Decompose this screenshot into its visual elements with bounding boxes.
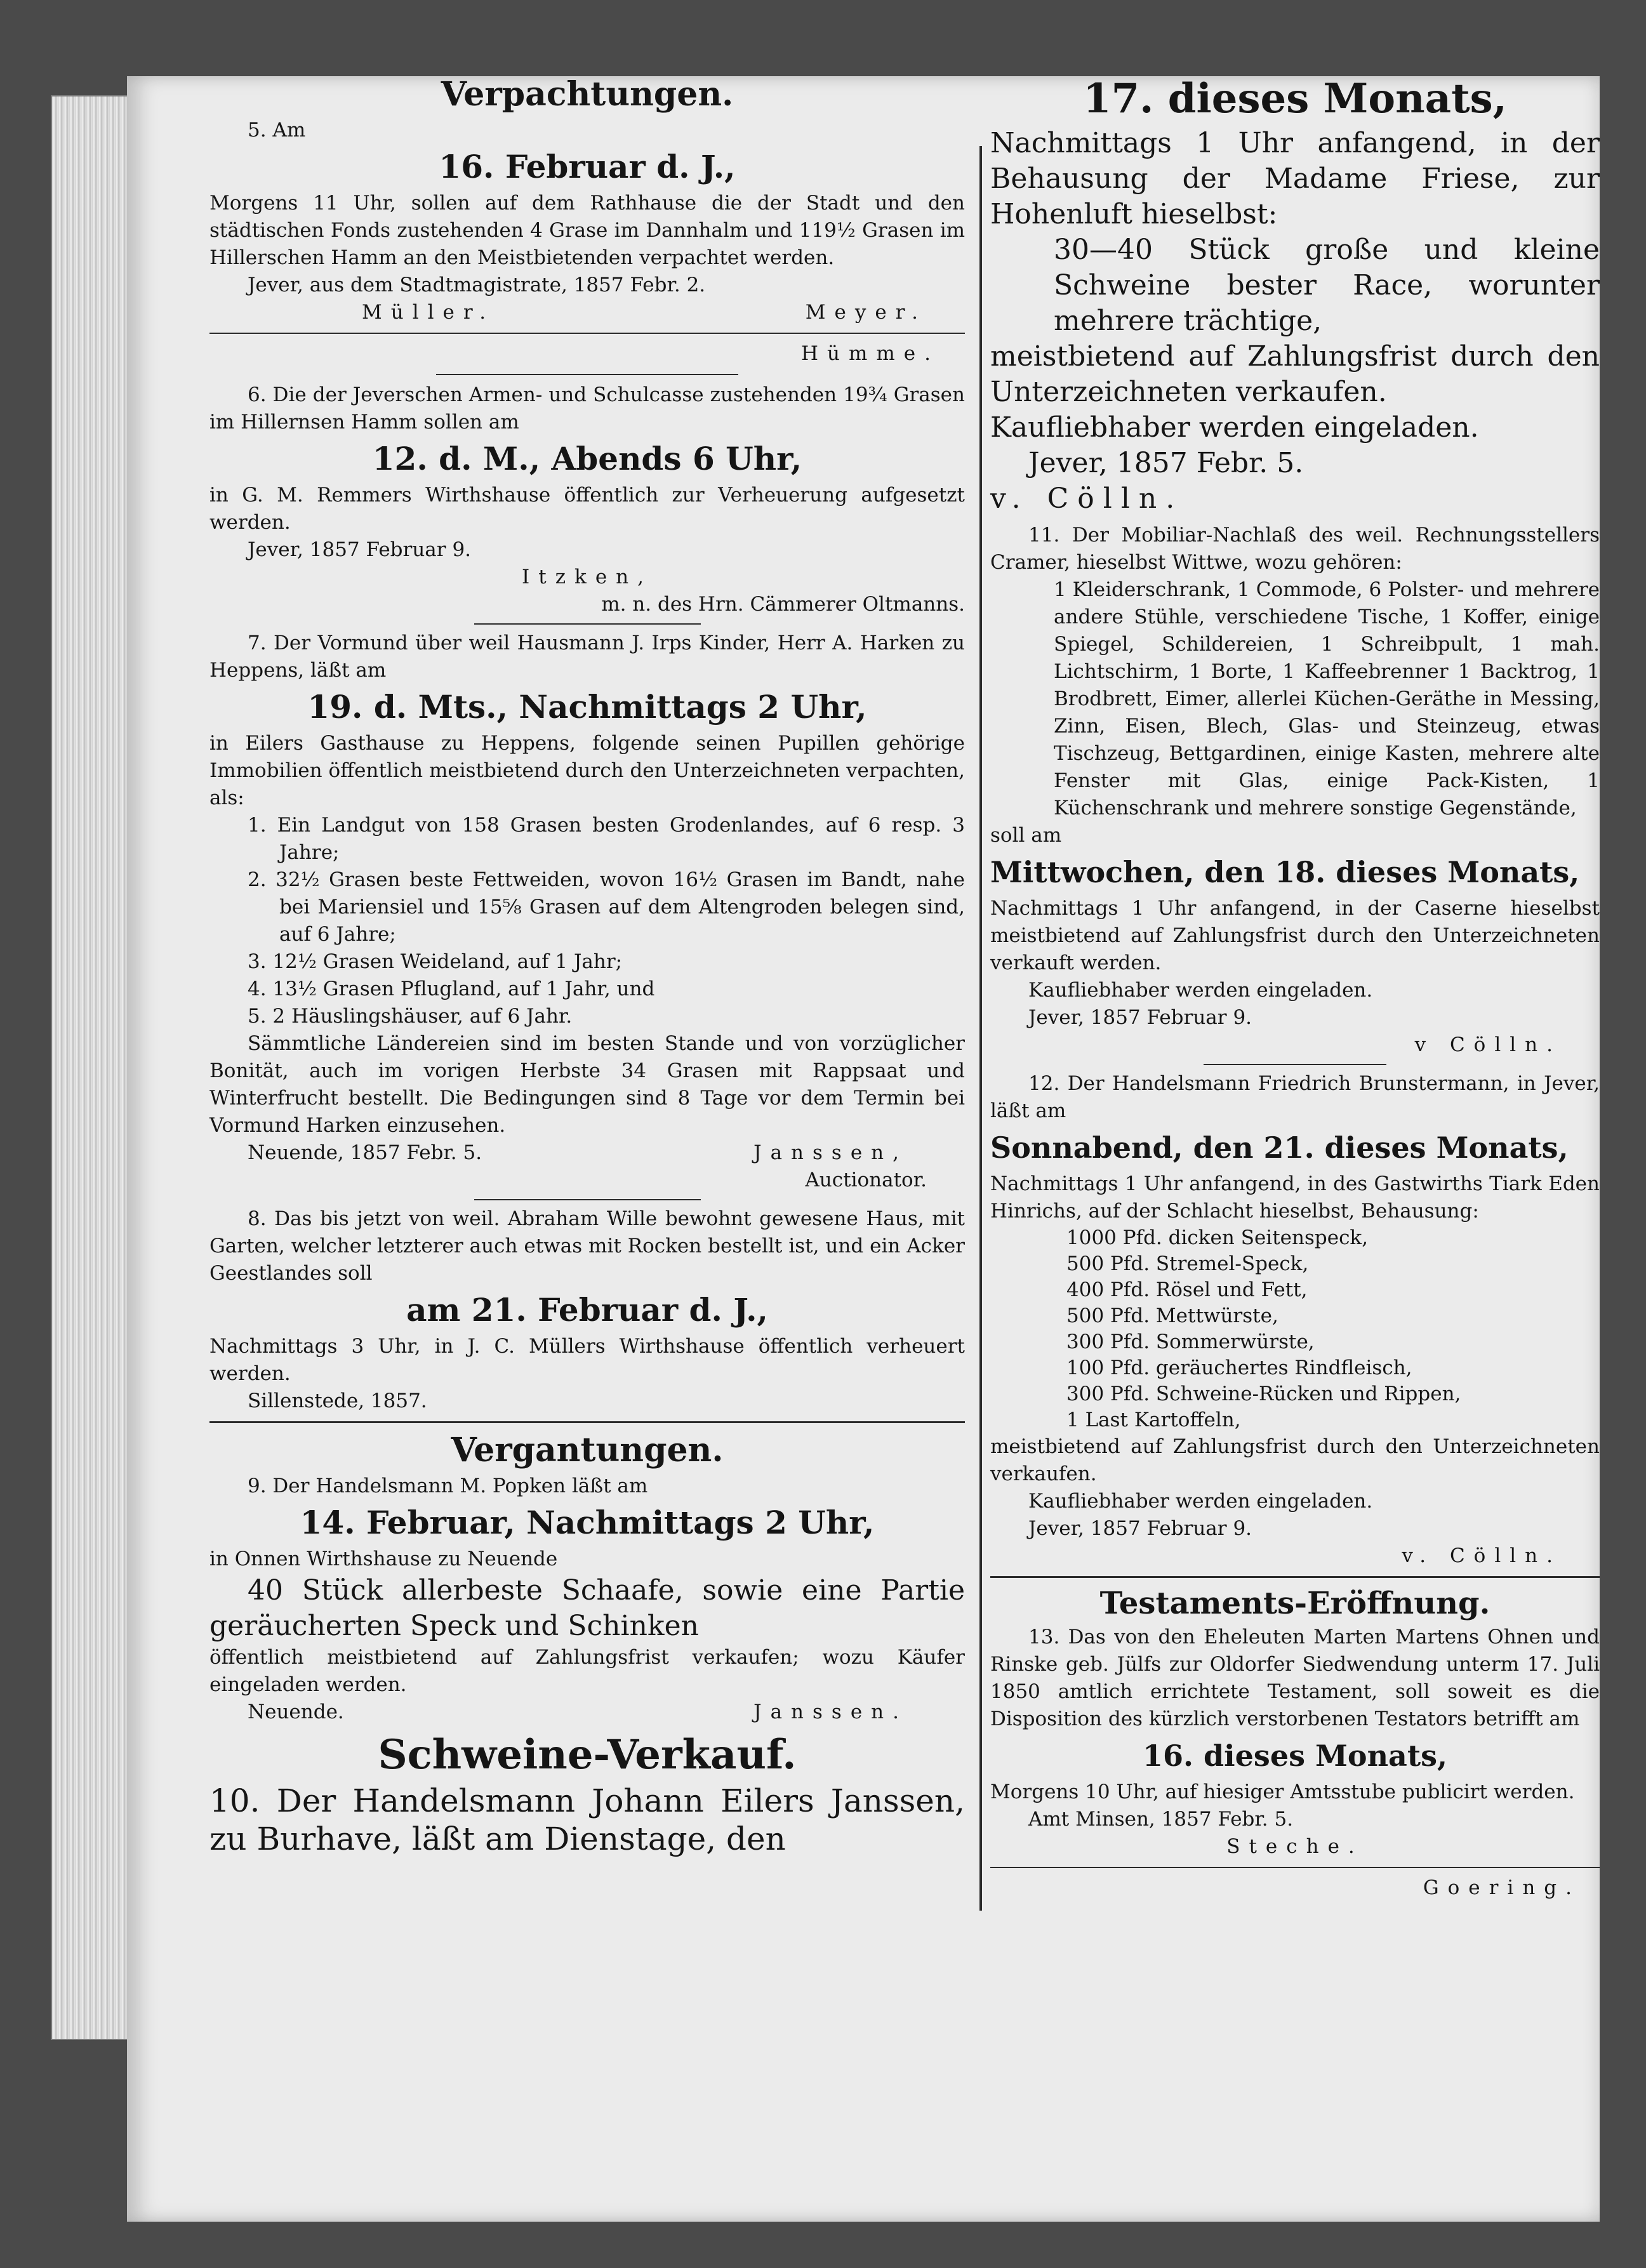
notice-7-body: 7. Der Vormund über weil Hausmann J. Irps Kinder, Herr A. Harken zu Heppens, läßt am — [209, 632, 965, 682]
notice-5-signers — [209, 299, 965, 326]
signer-v-colln: v. Cölln. — [1402, 1544, 1562, 1567]
notice-9-date: 14. Februar, Nachmittags 2 Uhr, — [300, 1504, 875, 1541]
notice-10-signature-line: Jever, 1857 Febr. 5. — [1028, 447, 1304, 479]
notice-7-signature-line: Neuende, 1857 Febr. 5. — [248, 1141, 482, 1164]
signer-meyer: Meyer. — [805, 301, 927, 324]
notice-7-item: 4. 13½ Grasen Pflugland, auf 1 Jahr, und — [248, 978, 655, 1000]
rule — [436, 374, 738, 375]
column-divider — [979, 146, 982, 1911]
notice-7-item: 3. 12½ Grasen Weideland, auf 1 Jahr; — [248, 950, 623, 973]
left-column — [209, 70, 965, 1858]
signer-steche: Steche. — [1226, 1835, 1364, 1858]
rule — [209, 333, 965, 334]
notice-6-body-2: in G. M. Remmers Wirthshause öffentlich zur Verheuerung aufgesetzt werden. — [209, 484, 965, 534]
signer-oltmanns: m. n. des Hrn. Cämmerer Oltmanns. — [601, 593, 965, 616]
notice-13-signature-line: Amt Minsen, 1857 Febr. 5. — [1028, 1808, 1294, 1831]
notice-10-body: 10. Der Handelsmann Johann Eilers Janssen, zu Burhave, läßt am Dienstage, den — [209, 1782, 965, 1857]
notice-12-signature-line: Jever, 1857 Februar 9. — [1028, 1517, 1252, 1540]
notice-9-body: 9. Der Handelsmann M. Popken läßt am — [248, 1475, 648, 1497]
notice-12-invite: Kaufliebhaber werden eingeladen. — [1028, 1490, 1373, 1513]
notice-11-soll-am: soll am — [990, 824, 1062, 847]
section-heading-schweine-verkauf: Schweine-Verkauf. — [378, 1731, 797, 1779]
notice-8-date: am 21. Februar d. J., — [406, 1291, 768, 1329]
notice-7-body-3: Sämmtliche Ländereien sind im besten Stande und von vorzüglicher Bonität, auch im vorigen Herbste 34 Grasen mit Rappsaat und Winterfrucht bestellt. Die Bedingungen sind 8 Tage vor dem Termin bei Vormund Harken einzusehen. — [209, 1032, 965, 1137]
notice-13-body-2: Morgens 10 Uhr, auf hiesiger Amtsstube publicirt werden. — [990, 1781, 1575, 1803]
notice-5-body: Morgens 11 Uhr, sollen auf dem Rathhause die der Stadt und den städtischen Fonds zustehenden 4 Grase im Dannhalm und 119½ Grasen im Hillerschen Hamm an den Meistbietenden verpachtet werden. — [209, 192, 965, 269]
notice-12-goods-item: 1000 Pfd. dicken Seitenspeck, — [1066, 1226, 1369, 1249]
signer-itzken: Itzken, — [522, 566, 653, 588]
notice-12-goods-item: 400 Pfd. Rösel und Fett, — [1066, 1278, 1308, 1301]
notice-12-goods-item: 500 Pfd. Stremel-Speck, — [1066, 1252, 1309, 1275]
notice-13-date: 16. dieses Monats, — [1142, 1739, 1448, 1773]
notice-11-signature-line: Jever, 1857 Februar 9. — [1028, 1006, 1252, 1029]
notice-10-terms: meistbietend auf Zahlungsfrist durch den Unterzeichneten verkaufen. — [990, 340, 1600, 408]
rule — [209, 1421, 965, 1423]
notice-9-signature-line: Neuende. — [248, 1701, 344, 1723]
notice-12-body-2: Nachmittags 1 Uhr anfangend, in des Gastwirths Tiark Eden Hinrichs, auf der Schlacht hieselbst, Behausung: — [990, 1172, 1600, 1223]
notice-10-goods: 30—40 Stück große und kleine Schweine bester Race, worunter mehrere trächtige, — [1054, 234, 1600, 337]
notice-12-goods-item: 300 Pfd. Schweine-Rücken und Rippen, — [1066, 1383, 1461, 1405]
notice-10-invite: Kaufliebhaber werden eingeladen. — [990, 411, 1479, 444]
notice-9-goods: 40 Stück allerbeste Schaafe, sowie eine Partie geräucherten Speck und Schinken — [209, 1574, 965, 1642]
notice-7-item: 1. Ein Landgut von 158 Grasen besten Grodenlandes, auf 6 resp. 3 Jahre; — [248, 814, 965, 864]
notice-11-body-2: Nachmittags 1 Uhr anfangend, in der Caserne hieselbst meistbietend auf Zahlungsfrist durch den Unterzeichneten verkauft werden. — [990, 897, 1600, 974]
notice-8-signature-line: Sillenstede, 1857. — [248, 1389, 427, 1412]
notice-12-goods-item: 300 Pfd. Sommerwürste, — [1066, 1330, 1315, 1353]
notice-5-intro: 5. Am — [248, 119, 306, 142]
signer-v-colln: v Cölln. — [1414, 1033, 1562, 1056]
notice-6-body: 6. Die der Jeverschen Armen- und Schulcasse zustehenden 19¾ Grasen im Hillernsen Hamm sollen am — [209, 383, 965, 434]
right-column — [990, 70, 1600, 1902]
notice-5-date: 16. Februar d. J., — [439, 148, 736, 185]
rule — [990, 1576, 1600, 1578]
notice-7-body-2: in Eilers Gasthause zu Heppens, folgende seinen Pupillen gehörige Immobilien öffentlich meistbietend durch den Unterzeichneten verpachten, als: — [209, 732, 965, 809]
notice-12-date: Sonnabend, den 21. dieses Monats, — [990, 1131, 1569, 1165]
notice-11-item-list: 1 Kleiderschrank, 1 Commode, 6 Polster- und mehrere andere Stühle, verschiedene Tische, 1 Koffer, einige Spiegel, Schildereien, 1 Schreibpult, 1 mah. Lichtschirm, 1 Borte, 1 Kaffeebrenner 1 Backtrog, 1 Brodbrett, Eimer, allerlei Küchen-Geräthe in Messing, Zinn, Eisen, Blech, Glas- und Steinzeug, etwas Tischzeug, Bettgardinen, einige Kasten, mehrere alte Fenster mit Glas, einige Pack-Kisten, 1 Küchenschrank und mehrere sonstige Gegenstände, — [1054, 578, 1600, 819]
notice-12-goods-item: 1 Last Kartoffeln, — [1066, 1409, 1241, 1431]
signer-humme: Hümme. — [801, 342, 939, 365]
notice-12-body: 12. Der Handelsmann Friedrich Brunstermann, in Jever, läßt am — [990, 1072, 1600, 1122]
rule — [990, 1867, 1600, 1868]
notice-12-goods-item: 500 Pfd. Mettwürste, — [1066, 1304, 1278, 1327]
section-heading-testaments-eroffnung: Testaments-Eröffnung. — [1099, 1586, 1490, 1621]
signer-v-colln: v. Cölln. — [990, 482, 1184, 515]
notice-13-body: 13. Das von den Eheleuten Marten Martens Ohnen und Rinske geb. Jülfs zur Oldorfer Siedwendung unterm 17. Juli 1850 amtlich errichtete Testament, soll soweit es die Disposition des kürzlich verstorbenen Testators betrifft am — [990, 1626, 1600, 1730]
notice-11-body: 11. Der Mobiliar-Nachlaß des weil. Rechnungsstellers Cramer, hieselbst Wittwe, wozu gehören: — [990, 524, 1600, 574]
notice-7-item: 2. 32½ Grasen beste Fettweiden, wovon 16½ Grasen im Bandt, nahe bei Mariensiel und 15⅝ Grasen auf dem Altengroden belegen sind, auf 6 Jahre; — [248, 868, 965, 946]
notice-8-body-2: Nachmittags 3 Uhr, in J. C. Müllers Wirthshause öffentlich verheuert werden. — [209, 1335, 965, 1385]
section-heading-vergantungen: Vergantungen. — [451, 1431, 724, 1469]
section-heading-verpachtungen: Verpachtungen. — [441, 75, 734, 114]
signer-janssen: Janssen. — [753, 1701, 908, 1723]
notice-10-date: 17. dieses Monats, — [1083, 75, 1507, 123]
rule — [474, 623, 701, 625]
notice-8-body: 8. Das bis jetzt von weil. Abraham Wille bewohnt gewesene Haus, mit Garten, welcher letzterer auch etwas mit Rocken bestellt ist, und ein Acker Geestlandes soll — [209, 1207, 965, 1285]
notice-5-signature-line: Jever, aus dem Stadtmagistrate, 1857 Febr. 2. — [248, 274, 706, 296]
signer-goering: Goering. — [1423, 1876, 1581, 1899]
notice-7-item: 5. 2 Häuslingshäuser, auf 6 Jahr. — [248, 1005, 573, 1028]
signer-role-auctionator: Auctionator. — [805, 1169, 927, 1191]
notice-7-date: 19. d. Mts., Nachmittags 2 Uhr, — [307, 688, 867, 726]
notice-12-body-3: meistbietend auf Zahlungsfrist durch den Unterzeichneten verkaufen. — [990, 1435, 1600, 1485]
notice-9-body-2: in Onnen Wirthshause zu Neuende — [209, 1548, 558, 1570]
notice-10-location: Nachmittags 1 Uhr anfangend, in der Behausung der Madame Friese, zur Hohenluft hieselbst: — [990, 127, 1600, 230]
notice-6-signature-line: Jever, 1857 Februar 9. — [248, 538, 472, 561]
notice-11-date: Mittwochen, den 18. dieses Monats, — [990, 855, 1580, 889]
notice-12-goods-item: 100 Pfd. geräuchertes Rindfleisch, — [1066, 1356, 1412, 1379]
signer-janssen: Janssen, — [753, 1141, 908, 1164]
notice-11-invite: Kaufliebhaber werden eingeladen. — [1028, 979, 1373, 1002]
notice-6-date: 12. d. M., Abends 6 Uhr, — [372, 440, 802, 477]
notice-9-signers — [209, 1699, 965, 1726]
notice-7-signers — [209, 1139, 965, 1167]
rule — [1204, 1064, 1386, 1065]
signer-muller: Müller. — [362, 301, 495, 324]
rule — [474, 1199, 701, 1200]
notice-9-body-3: öffentlich meistbietend auf Zahlungsfrist verkaufen; wozu Käufer eingeladen werden. — [209, 1646, 965, 1696]
